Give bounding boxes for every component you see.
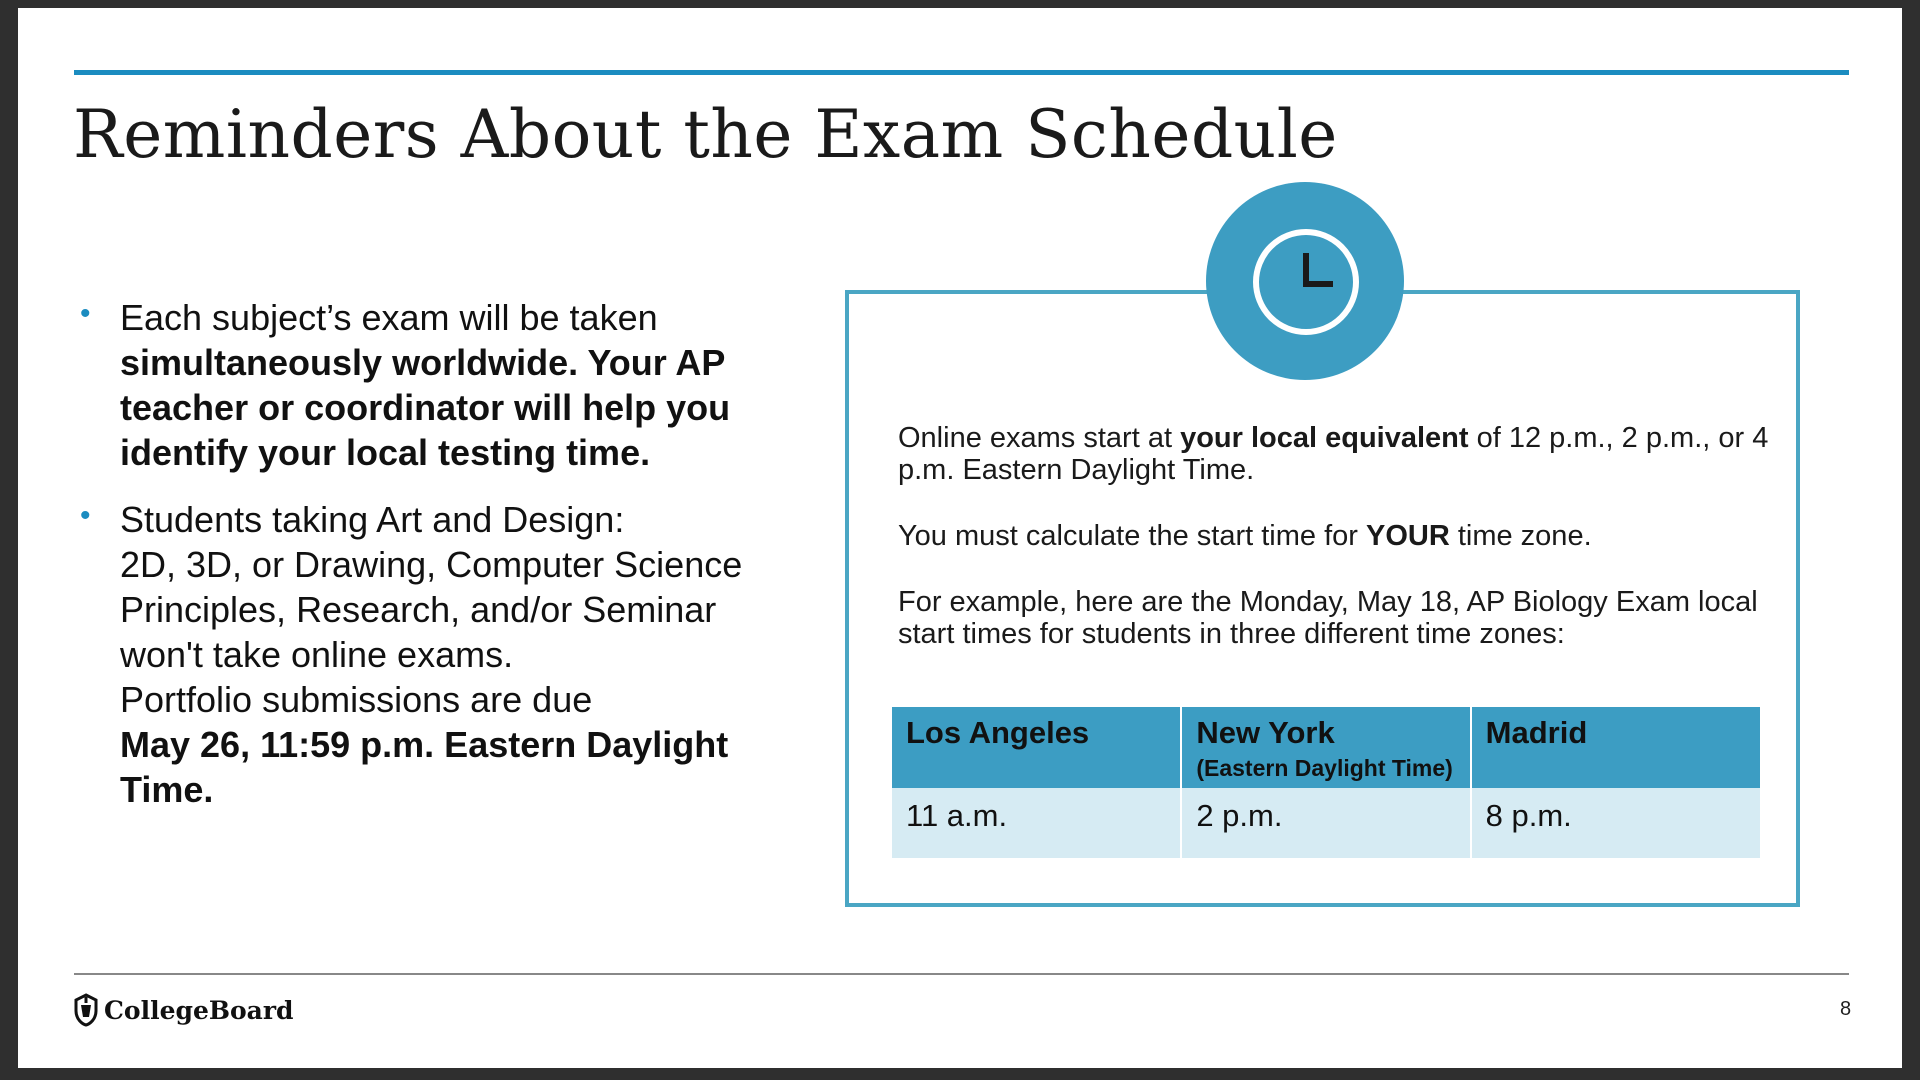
bullet-line: Students taking Art and Design: (120, 499, 625, 540)
bullet-line: won't take online exams. (120, 634, 514, 675)
cell-madrid-time: 8 p.m. (1471, 788, 1760, 858)
acorn-shield-icon (72, 993, 100, 1027)
bullet-dot: • (80, 297, 91, 330)
card-paragraph-1 (898, 422, 1778, 486)
card-paragraph-2 (898, 520, 1778, 552)
header-los-angeles: Los Angeles (892, 707, 1181, 788)
bullet-line: simultaneously worldwide. Your AP (120, 342, 726, 383)
clock-icon (1253, 229, 1359, 335)
bullet-dot: • (80, 499, 91, 532)
collegeboard-logo (72, 993, 294, 1027)
page-number: 8 (1840, 998, 1852, 1020)
top-rule (74, 70, 1849, 75)
clock-minute-hand (1303, 281, 1333, 287)
bullet-item (80, 497, 760, 812)
bullet-line: 2D, 3D, or Drawing, Computer Science (120, 544, 743, 585)
bullet-line: teacher or coordinator will help you (120, 387, 731, 428)
card-p2-tail: time zone. (1449, 520, 1592, 552)
slide (18, 8, 1902, 1068)
table-row (892, 788, 1760, 858)
card-paragraph-3: For example, here are the Monday, May 18, AP Biology Exam local start times for students in three different time zones: (898, 586, 1758, 650)
bullet-line: Principles, Research, and/or Seminar (120, 589, 717, 630)
card-p1-tail: of 12 p.m., 2 p.m., or 4 p.m. Eastern Daylight Time. (898, 422, 1769, 486)
bullet-line: Each subject’s exam will be taken (120, 297, 658, 338)
bullet-list (80, 295, 760, 834)
cell-los-angeles-time: 11 a.m. (892, 788, 1181, 858)
card-p2-bold: YOUR (1365, 520, 1450, 552)
logo-text: CollegeBoard (104, 995, 294, 1025)
bullet-item (80, 295, 760, 475)
slide-title: Reminders About the Exam Schedule (73, 96, 1338, 173)
card-p1-bold: your local equivalent (1180, 422, 1469, 454)
card-p2-text: You must calculate the start time for (898, 520, 1366, 552)
bullet-line: May 26, 11:59 p.m. Eastern Daylight (120, 724, 729, 765)
cell-new-york-time: 2 p.m. (1181, 788, 1470, 858)
bottom-rule (74, 973, 1849, 975)
clock-badge (1206, 182, 1404, 380)
table-header-row (892, 707, 1760, 788)
card-text (898, 422, 1778, 684)
header-new-york: New York (Eastern Daylight Time) (1181, 707, 1470, 788)
card-p1-text: Online exams start at (898, 422, 1181, 454)
bullet-line: identify your local testing time. (120, 432, 651, 473)
header-new-york-sub: (Eastern Daylight Time) (1196, 755, 1453, 781)
bullet-line: Portfolio submissions are due (120, 679, 593, 720)
time-zone-table (892, 707, 1760, 858)
header-madrid: Madrid (1471, 707, 1760, 788)
bullet-line: Time. (120, 769, 214, 810)
